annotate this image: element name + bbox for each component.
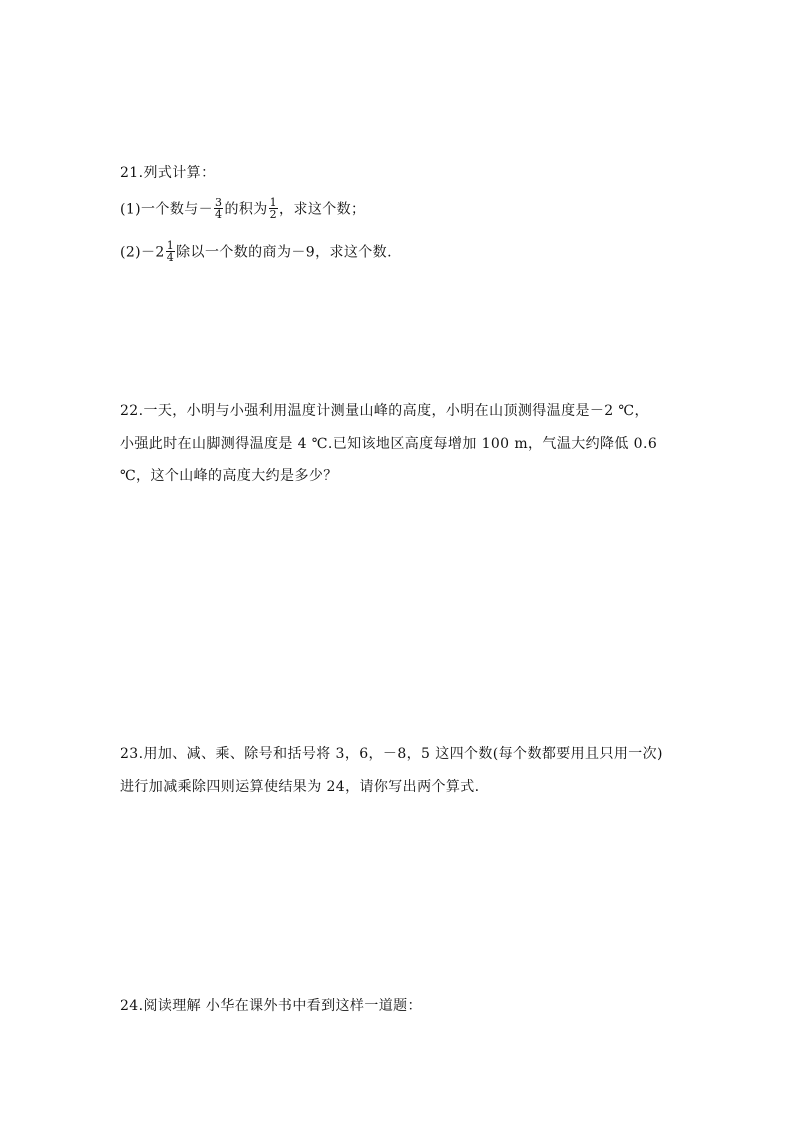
q23-line1: 23.用加、减、乘、除号和括号将 3，6，－8，5 这四个数(每个数都要用且只用一次) bbox=[120, 746, 663, 762]
q21-part2 bbox=[120, 241, 392, 264]
fraction-one-quarter bbox=[166, 240, 175, 263]
q22-line2: 小强此时在山脚测得温度是 4 ℃.已知该地区高度每增加 100 m，气温大约降低 0.6 bbox=[120, 436, 658, 452]
fraction-one-half bbox=[269, 197, 278, 220]
fraction-numerator: 1 bbox=[166, 239, 175, 252]
q21-title: 21.列式计算： bbox=[120, 165, 216, 181]
q21-part1-suffix: ，求这个数； bbox=[279, 201, 366, 218]
fraction-denominator: 4 bbox=[166, 251, 175, 264]
q21-part1 bbox=[120, 198, 365, 221]
q21-part1-middle: 的积为 bbox=[224, 201, 268, 218]
q22-line3: ℃，这个山峰的高度大约是多少？ bbox=[120, 468, 338, 484]
fraction-numerator: 1 bbox=[269, 196, 278, 209]
fraction-denominator: 4 bbox=[215, 208, 223, 221]
q24-line1: 24.阅读理解 小华在课外书中看到这样一道题： bbox=[120, 998, 422, 1014]
q22-line1: 22.一天，小明与小强利用温度计测量山峰的高度，小明在山顶测得温度是－2 ℃， bbox=[120, 403, 649, 419]
fraction-three-quarters bbox=[214, 197, 223, 220]
q21-part2-prefix: (2)－2 bbox=[120, 244, 165, 261]
q21-part2-suffix: 除以一个数的商为－9，求这个数. bbox=[176, 244, 392, 261]
q21-part1-prefix: (1)一个数与－ bbox=[120, 201, 214, 218]
q23-line2: 进行加减乘除四则运算使结果为 24，请你写出两个算式. bbox=[120, 779, 480, 795]
fraction-numerator: 3 bbox=[215, 196, 223, 209]
fraction-denominator: 2 bbox=[269, 208, 278, 221]
